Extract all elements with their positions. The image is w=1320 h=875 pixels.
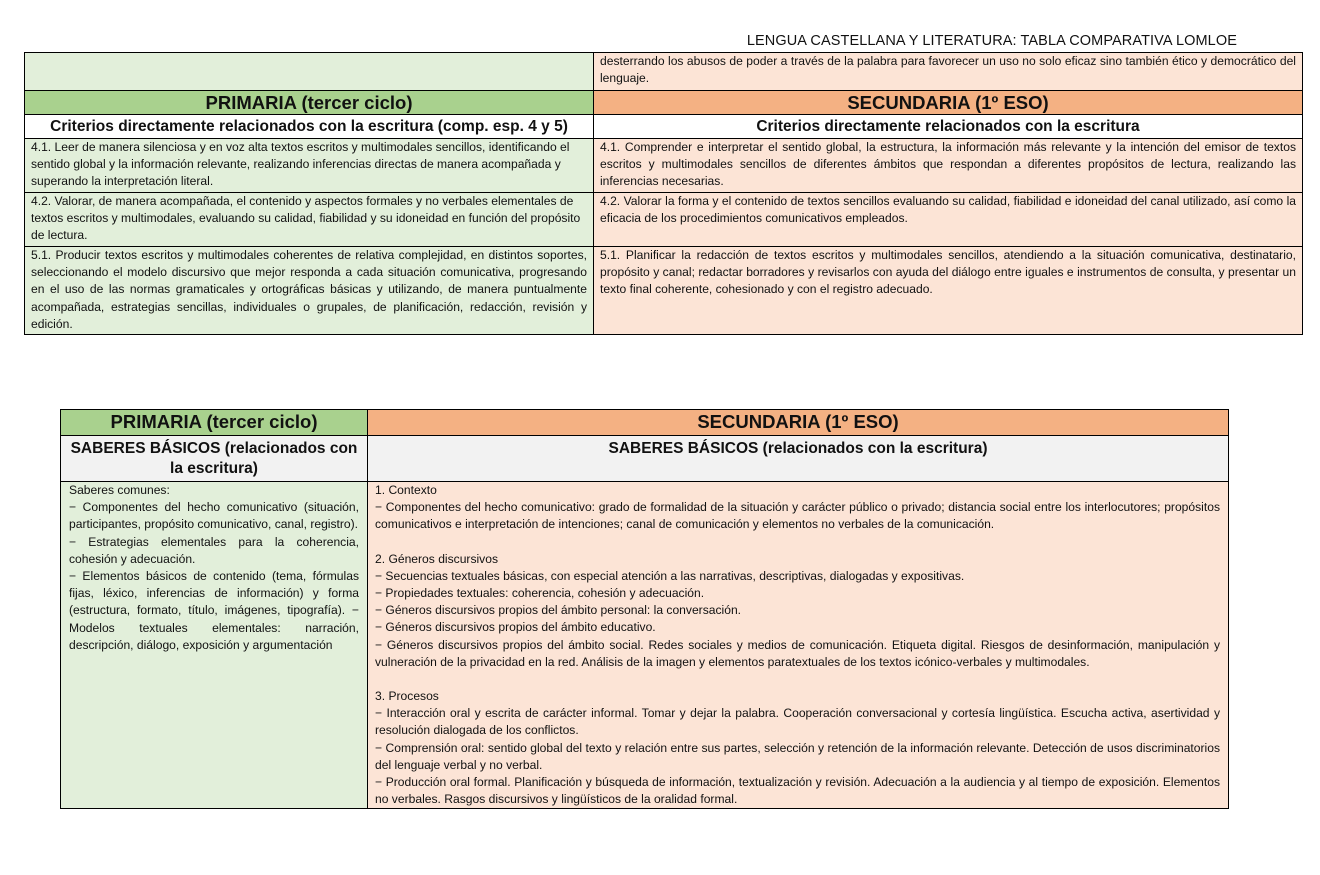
secundaria-criterion-4-1: 4.1. Comprender e interpretar el sentido global, la estructura, la información más relevante y la intención del emisor de textos escritos y multimodales sencillos de diferentes ámbitos que respondan a diferentes propósitos de lectura, realizando las inferencias necesarias. — [594, 139, 1303, 193]
criteria-table — [24, 52, 1303, 335]
sub-header-row — [25, 115, 1303, 139]
list-item: − Producción oral formal. Planificación y búsqueda de información, textualización y revisión. Adecuación a la audiencia y al tiempo de exposición. Elementos no verbales. Rasgos discursivos y lingüísticos de la oralidad formal. — [375, 775, 1220, 807]
primaria-saberes-cell — [61, 482, 368, 809]
list-item: − Géneros discursivos propios del ámbito personal: la conversación. — [375, 603, 742, 618]
primaria-saberes-subheader: SABERES BÁSICOS (relacionados con la escritura) — [61, 436, 368, 482]
top-right-cell: desterrando los abusos de poder a través de la palabra para favorecer un uso no solo eficaz sino también ético y democrático del lenguaje. — [594, 53, 1303, 91]
list-item: − Géneros discursivos propios del ámbito educativo. — [375, 620, 656, 635]
table-row — [61, 482, 1229, 809]
list-item: − Géneros discursivos propios del ámbito social. Redes sociales y medios de comunicación. Etiqueta digital. Riesgos de desinformación, manipulación y vulneración de la privacidad en la red. Análisis de la imagen y elementos paratextuales de los textos icónico-verbales y multimodales. — [375, 637, 1220, 669]
secundaria-title: SECUNDARIA (1º ESO) — [368, 410, 1229, 436]
primaria-title: PRIMARIA (tercer ciclo) — [61, 410, 368, 436]
secundaria-subheader: Criterios directamente relacionados con la escritura — [594, 115, 1303, 139]
table-row — [25, 193, 1303, 247]
primaria-saberes-item: − Estrategias elementales para la coherencia, cohesión y adecuación. — [69, 534, 359, 566]
list-item: − Comprensión oral: sentido global del texto y relación entre sus partes, selección y retención de la información relevante. Detección de usos discriminatorios del lenguaje verbal y no verbal. — [375, 740, 1220, 772]
primaria-saberes-heading: Saberes comunes: — [69, 483, 170, 497]
level-header-row — [61, 410, 1229, 436]
section-title-generos: 2. Géneros discursivos — [375, 551, 499, 566]
top-left-cell — [25, 53, 594, 91]
table-row — [25, 53, 1303, 91]
list-item: − Componentes del hecho comunicativo: grado de formalidad de la situación y carácter público o privado; distancia social entre los interlocutores; propósitos comunicativos e interpretación de intenciones; canal de comunicación y elementos no verbales de la comunicación. — [375, 500, 1220, 532]
list-item: − Secuencias textuales básicas, con especial atención a las narrativas, descriptivas, dialogadas y expositivas. — [375, 568, 965, 583]
section-title-procesos: 3. Procesos — [375, 689, 439, 704]
saberes-table — [60, 409, 1229, 809]
page-header-title: LENGUA CASTELLANA Y LITERATURA: TABLA COMPARATIVA LOMLOE — [746, 33, 1237, 49]
table-row — [25, 139, 1303, 193]
sub-header-row — [61, 436, 1229, 482]
secundaria-title: SECUNDARIA (1º ESO) — [594, 91, 1303, 115]
secundaria-saberes-cell — [368, 482, 1229, 809]
primaria-criterion-4-1: 4.1. Leer de manera silenciosa y en voz alta textos escritos y multimodales sencillos, identificando el sentido global y la información relevante, realizando inferencias directas de manera acompañada y superando la interpretación literal. — [25, 139, 594, 193]
primaria-title: PRIMARIA (tercer ciclo) — [25, 91, 594, 115]
secundaria-criterion-4-2: 4.2. Valorar la forma y el contenido de textos sencillos evaluando su calidad, fiabilidad e idoneidad del canal utilizado, así como la eficacia de los procedimientos comunicativos empleados. — [594, 193, 1303, 247]
section-title-contexto: 1. Contexto — [375, 483, 437, 497]
primaria-criterion-4-2: 4.2. Valorar, de manera acompañada, el contenido y aspectos formales y no verbales elementales de textos escritos y multimodales, evaluando su calidad, fiabilidad y su idoneidad en función del propósito de lectura. — [25, 193, 594, 247]
primaria-subheader: Criterios directamente relacionados con la escritura (comp. esp. 4 y 5) — [25, 115, 594, 139]
secundaria-criterion-5-1: 5.1. Planificar la redacción de textos escritos y multimodales sencillos, atendiendo a la situación comunicativa, destinatario, propósito y canal; redactar borradores y revisarlos con ayuda del diálogo entre iguales e instrumentos de consulta, y presentar un texto final coherente, cohesionado y con el registro adecuado. — [594, 247, 1303, 335]
primaria-criterion-5-1: 5.1. Producir textos escritos y multimodales coherentes de relativa complejidad, en distintos soportes, seleccionando el modelo discursivo que mejor responda a cada situación comunicativa, progresando en el uso de las normas gramaticales y ortográficas básicas y utilizando, de manera puntualmente acompañada, estrategias sencillas, individuales o grupales, de planificación, redacción, revisión y edición. — [25, 247, 594, 335]
level-header-row — [25, 91, 1303, 115]
primaria-saberes-item: − Elementos básicos de contenido (tema, fórmulas fijas, léxico, inferencias de información) y forma (estructura, formato, título, imágenes, tipografía). − Modelos textuales elementales: narración, descripción, diálogo, exposición y argumentación — [69, 569, 359, 652]
list-item: − Propiedades textuales: coherencia, cohesión y adecuación. — [375, 586, 705, 601]
table-row — [25, 247, 1303, 335]
primaria-saberes-item: − Componentes del hecho comunicativo (situación, participantes, propósito comunicativo, canal, registro). — [69, 500, 359, 532]
list-item: − Interacción oral y escrita de carácter informal. Tomar y dejar la palabra. Cooperación conversacional y cortesía lingüística. Escucha activa, asertividad y resolución dialogada de los conflictos. — [375, 706, 1220, 738]
secundaria-saberes-subheader: SABERES BÁSICOS (relacionados con la escritura) — [368, 436, 1229, 482]
